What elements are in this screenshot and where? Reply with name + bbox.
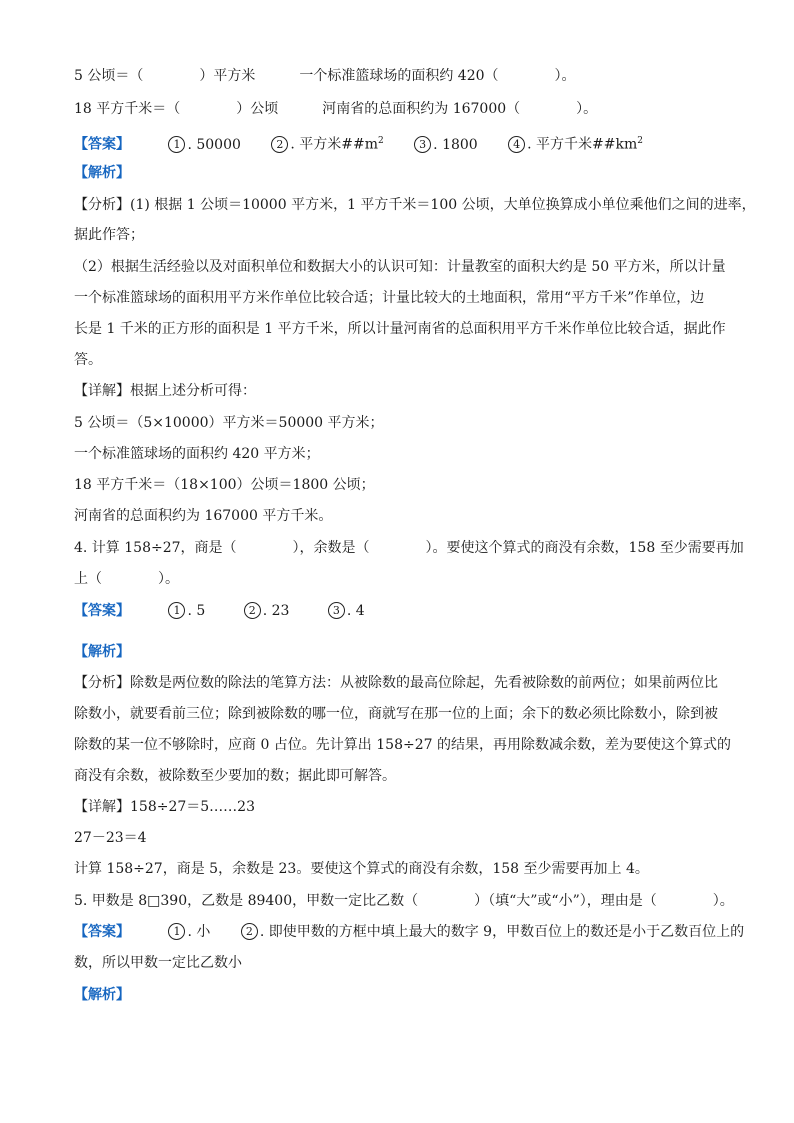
q5-jiexi-tag: 【解析】	[74, 987, 130, 1003]
q3-answer-2: 2 . 平方米$\#\#m^2$	[271, 131, 383, 155]
q3-fenxi-2a: （2）根据生活经验以及对面积单位和数据大小的认识可知：计量教室的面积大约是 50 平方米，所以计量	[74, 259, 726, 275]
q3-xj-3: 18 平方千米＝（18×100）公顷＝1800 公顷；	[74, 477, 375, 493]
q5-answer	[74, 922, 744, 942]
q4-stem-a: 4. 计算 158÷27，商是（ ），余数是（ ）。要使这个算式的商没有余数，158 至少需要再加	[74, 540, 744, 556]
answer-tag: 【答案】	[74, 924, 130, 940]
q4-fenxi-c: 除数的某一位不够除时，应商 0 占位。先计算出 158÷27 的结果，再用除数减余数，差为要使这个算式的	[74, 737, 731, 753]
q4-answer	[74, 601, 365, 621]
q5-answer-2-cont: 数，所以甲数一定比乙数小	[74, 955, 242, 971]
q3-answer-3: 3 . 1800	[414, 135, 478, 155]
q3-jiexi-tag: 【解析】	[74, 165, 130, 181]
q4-stem-b: 上（ ）。	[74, 571, 179, 587]
q3-row1-right: 一个标准篮球场的面积约 420（ ）。	[299, 68, 576, 84]
answer-tag: 【答案】	[74, 603, 130, 619]
q4-xiangjie: 【详解】158÷27＝5……23	[74, 799, 255, 815]
q4-fenxi-d: 商没有余数，被除数至少要加的数；据此即可解答。	[74, 768, 396, 784]
q3-row2-left: 18 平方千米＝（ ）公顷	[74, 101, 279, 117]
q3-answer-1: 1 . 50000	[168, 135, 240, 155]
q4-answer-2: 2 . 23	[244, 601, 290, 621]
q3-fenxi-1a: 【分析】(1) 根据 1 公顷＝10000 平方米，1 平方千米＝100 公顷，大单位换算成小单位乘他们之间的进率，	[74, 197, 756, 213]
q3-xj-1: 5 公顷＝（5×10000）平方米＝50000 平方米；	[74, 415, 384, 431]
q5-stem: 5. 甲数是 8□390，乙数是 89400，甲数一定比乙数（ ）（填“大”或“小”），理由是（ ）。	[74, 893, 734, 909]
q3-xj-4: 河南省的总面积约为 167000 平方千米。	[74, 508, 333, 524]
q3-row1	[74, 66, 576, 86]
q3-row2	[74, 99, 597, 119]
q4-fenxi-b: 除数小，就要看前三位；除到被除数的哪一位，商就写在那一位的上面；余下的数必须比除数小，除到被	[74, 706, 718, 722]
q4-xj-3: 计算 158÷27，商是 5，余数是 23。要使这个算式的商没有余数，158 至少需要再加上 4。	[74, 861, 649, 877]
q3-row1-left: 5 公顷＝（ ）平方米	[74, 68, 256, 84]
q3-answer	[74, 131, 643, 155]
q3-xiangjie: 【详解】根据上述分析可得：	[74, 383, 256, 399]
q3-xj-2: 一个标准篮球场的面积约 420 平方米；	[74, 446, 320, 462]
q3-answer-4: 4 . 平方千米$\#\#km^2$	[508, 131, 643, 155]
answer-tag: 【答案】	[74, 136, 130, 153]
q4-answer-3: 3 . 4	[328, 601, 365, 621]
q3-fenxi-2b: 一个标准篮球场的面积用平方米作单位比较合适；计量比较大的土地面积，常用“平方千米”作单位，边	[74, 290, 705, 306]
q3-fenxi-2d: 答。	[74, 352, 102, 368]
q4-xj-2: 27－23＝4	[74, 830, 147, 846]
q5-answer-1: 1 . 小	[168, 922, 210, 942]
q3-row2-right: 河南省的总面积约为 167000（ ）。	[322, 101, 598, 117]
q4-jiexi-tag: 【解析】	[74, 644, 130, 660]
q4-fenxi-a: 【分析】除数是两位数的除法的笔算方法：从被除数的最高位除起，先看被除数的前两位；如果前两位比	[74, 675, 718, 691]
q3-fenxi-1b: 据此作答；	[74, 227, 144, 243]
q5-answer-2: 2 . 即使甲数的方框中填上最大的数字 9，甲数百位上的数还是小于乙数百位上的	[241, 922, 744, 942]
q3-fenxi-2c: 长是 1 千米的正方形的面积是 1 平方千米，所以计量河南省的总面积用平方千米作单位比较合适，据此作	[74, 321, 726, 337]
q4-answer-1: 1 . 5	[168, 601, 205, 621]
